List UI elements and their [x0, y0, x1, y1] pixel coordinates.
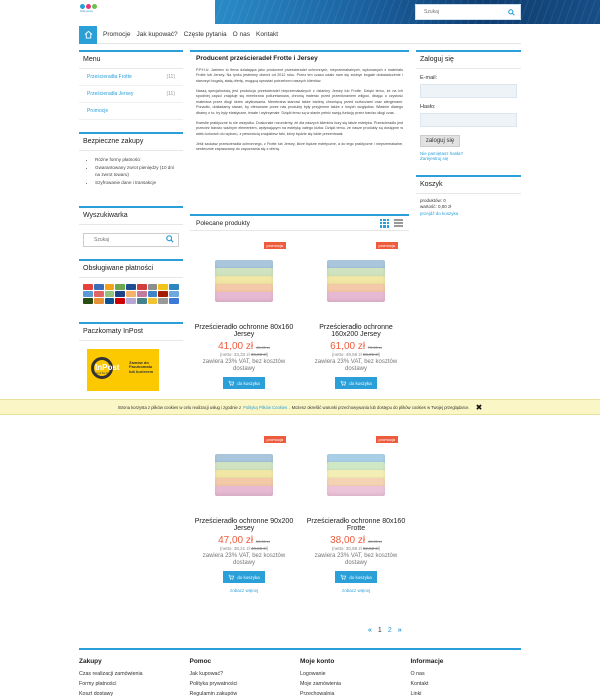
header-search-input[interactable] [416, 9, 506, 15]
login-panel [416, 50, 521, 161]
product-old-price: 50,00 zł [255, 538, 270, 544]
header-banner [215, 0, 600, 24]
footer-link[interactable]: Jak kupować? [189, 671, 224, 677]
article-paragraph: Jeśli szukasz prześcieradła ochronnego, z Frotte lub Jersey, które będzie estetyczne, a do tego praktyczne i nieprzemakalne, serdecznie zapraszamy do zapoznania się z ofertą. [196, 141, 403, 152]
footer-divider [79, 648, 521, 650]
list-item: • Gwarantowany zwrot pieniędzy (10 dni na zwrot towaru) [95, 165, 175, 179]
safe-shopping-list [79, 151, 183, 194]
payments-panel [79, 259, 183, 310]
nav-item-o-nas[interactable]: O nas [232, 31, 251, 38]
footer-link[interactable]: Moje zamówienia [300, 681, 341, 687]
product-card: promocja Prześcieradło ochronne 80x160 Frotte 38,00 zł 40,00 zł (netto: 30,89 zł 32,52 zł) zawiera 23% VAT, bez kosztów dostawy do koszyka zobacz więcej [306, 437, 406, 594]
product-netto: (netto: 30,89 zł [331, 545, 362, 551]
product-vat: zawiera 23% VAT, bez kosztów dostawy [314, 358, 398, 372]
home-icon [84, 30, 93, 39]
product-old-price: 40,00 zł [367, 538, 382, 544]
product-card: promocja Prześcieradło ochronne 160x200 Jersey 61,00 zł 70,00 zł (netto: 49,59 zł 56,91 zł) zawiera 23% VAT, bez kosztów dostawy do koszyka [306, 242, 406, 389]
search-icon[interactable] [506, 7, 516, 17]
nav-item-kontakt[interactable]: Kontakt [256, 31, 279, 38]
about-article [190, 50, 409, 161]
see-more-link[interactable]: zobacz więcej [229, 588, 258, 594]
sidebar-search-input[interactable] [94, 237, 164, 243]
footer-link[interactable]: Logowanie [300, 671, 326, 677]
search-panel-title: Wyszukiwarka [79, 208, 183, 225]
safe-shopping-panel [79, 132, 183, 194]
right-sidebar [416, 50, 521, 235]
menu-item-promocje[interactable]: Promocje [79, 103, 183, 120]
email-label: E-mail: [420, 75, 438, 81]
product-old-price: 45,00 zł [255, 344, 270, 350]
list-view-icon[interactable] [394, 219, 403, 228]
pagination [368, 627, 402, 634]
product-price: 38,00 zł [330, 534, 366, 546]
page-title: Producent prześcieradeł Frotte i Jersey [196, 55, 318, 62]
product-vat: zawiera 23% VAT, bez kosztów dostawy [202, 358, 286, 372]
product-name[interactable]: Prześcieradło ochronne 160x200 Jersey [319, 324, 393, 339]
footer-column-zakupy: Zakupy Czas realizacji zamówienia Formy płatności Koszt dostawy [79, 658, 190, 700]
login-title: Zaloguj się [416, 52, 521, 69]
add-to-cart-button[interactable]: do koszyka [335, 377, 377, 389]
article-paragraph: P.P.H.U. Jarimex to firma działająca jako producent prześcieradeł ochronnych, nieprzemakalnych, wykonanych z materiału Frotte lub Jersey. Na rynku jesteśmy obecni od 2012 roku. Przez ten czasu udało nam się zdobyć bogate doświadczenie i stworzyć bogatą, stałą ofertę, mogącą sprostać potrzebom naszych klientów. [196, 68, 403, 83]
footer-link[interactable]: Czas realizacji zamówienia [79, 671, 143, 677]
add-to-cart-button[interactable]: do koszyka [223, 377, 265, 389]
password-label: Hasło: [420, 104, 436, 110]
forgot-password-link[interactable]: Nie pamiętasz hasła? [420, 151, 464, 156]
cart-value: wartość: 0,00 zł [420, 204, 452, 210]
cart-icon [340, 574, 346, 580]
cart-panel [416, 175, 521, 221]
footer-link[interactable]: Przechowalnia [300, 691, 335, 697]
add-to-cart-button[interactable]: do koszyka [335, 571, 377, 583]
grid-view-icon[interactable] [380, 219, 389, 228]
inpost-title: Paczkomaty InPost [79, 324, 183, 341]
email-field[interactable] [420, 84, 517, 98]
prev-page-arrow[interactable]: « [368, 627, 372, 634]
footer-link[interactable]: Kontakt [410, 681, 429, 687]
current-page: 1 [377, 627, 382, 634]
cart-products-count: produktów: 0 [420, 198, 446, 203]
login-button[interactable]: zaloguj się [420, 135, 460, 147]
payments-title: Obsługiwane płatności [79, 261, 183, 278]
product-vat: zawiera 23% VAT, bez kosztów dostawy [314, 552, 398, 566]
product-price: 47,00 zł [218, 534, 254, 546]
nav-item-promocje[interactable]: Promocje [103, 31, 131, 38]
footer-column-pomoc: Pomoc Jak kupować? Polityka prywatności Regulamin zakupów [190, 658, 301, 700]
product-image[interactable] [194, 436, 294, 514]
footer-column-informacje: Informacje O nas Kontakt Linki [411, 658, 522, 700]
footer-column-moje-konto: Moje konto Logowanie Moje zamówienia Przechowalnia [300, 658, 411, 700]
product-price: 41,00 zł [218, 340, 254, 352]
next-page-arrow[interactable]: » [397, 627, 402, 634]
cart-icon [228, 574, 234, 580]
footer-link[interactable]: Koszt dostawy [79, 691, 114, 697]
product-netto: (netto: 33,33 zł [219, 351, 250, 357]
header [0, 0, 600, 24]
nav-item-czeste-pytania[interactable]: Częste pytania [183, 31, 227, 38]
menu-panel [79, 50, 183, 120]
nav-item-jak-kupowac[interactable]: Jak kupować? [136, 31, 178, 38]
product-price: 61,00 zł [330, 340, 366, 352]
article-paragraph: Naszą specjalnością jest produkcja prześcieradeł nieprzemakalnych z dzianiny Jersey lub Frotte. Dzięki temu, że na ich spodniej części znajduje się membrana poliuretanowa, chronią materac przed przeniknaniem wilgoci, dbając o czystość materaca przez długi okres użytkowania. Membrana stanowi także barierę chroniącą przed roztoczami oraz alergenami. Ponadto, dokładamy starań, by oferowane przez nas produkty były przyjemne także z innych względów. Właśnie dlatego dbamy o to, by były elastyczne, trwałe i wytrzymałe. Dzięki temu są w stanie pełnić swoją funkcję przez bardzo długi czas. [196, 89, 403, 115]
menu-title: Menu [79, 52, 183, 69]
recommended-header [190, 214, 409, 231]
menu-item-jersey[interactable]: Prześcieradła Jersey (11) [79, 86, 183, 103]
list-item: • Różne formy płatności [95, 157, 175, 164]
product-image[interactable] [306, 436, 406, 514]
page-link[interactable]: 2 [387, 627, 392, 634]
article-paragraph: Kwestie praktyczne to nie wszystko. Doskonale rozumiemy, że dla naszych klientów liczy się także estetyka. Prześcieradło jest przecież bardzo ważnym elementem, wpływającym na estetykę całego łóżka. Dzięki temu, że nasze produkty są dostępne w wielu kolorach do wyboru, z pewnością znajdziesz taki, który będzie się tobie prezentował. [196, 120, 403, 136]
product-old-price: 70,00 zł [367, 344, 382, 350]
promo-badge: promocja [264, 242, 286, 249]
footer-link[interactable]: Formy płatności [79, 681, 117, 687]
footer-link[interactable]: Polityka prywatności [189, 681, 238, 687]
cart-icon [340, 380, 346, 386]
product-netto: (netto: 49,59 zł [331, 351, 362, 357]
product-name[interactable]: Prześcieradło ochronne 80x160 Frotte [306, 518, 406, 533]
search-panel [79, 206, 183, 247]
inpost-banner[interactable]: InPost out of the box Zamów do Paczkomatu lub kurierem [87, 349, 159, 391]
register-link[interactable]: Zarejestruj się [420, 156, 449, 161]
product-image[interactable] [306, 242, 406, 320]
see-more-link[interactable]: zobacz więcej [341, 588, 370, 594]
password-field[interactable] [420, 113, 517, 127]
menu-item-frotte[interactable]: Prześcieradła Frotte (11) [79, 69, 183, 86]
promo-badge: promocja [376, 436, 398, 443]
product-vat: zawiera 23% VAT, bez kosztów dostawy [202, 552, 286, 566]
recommended-title: Polecane produkty [196, 219, 250, 227]
footer-link[interactable]: Linki [410, 691, 422, 697]
inpost-panel [79, 322, 183, 391]
home-button[interactable] [79, 26, 97, 44]
product-netto: (netto: 38,21 zł [219, 545, 250, 551]
product-name[interactable]: Prześcieradło ochronne 80x160 Jersey [194, 324, 294, 339]
list-item: • Szyfrowanie dane i transakcje [95, 180, 175, 187]
safe-shopping-title: Bezpieczne zakupy [79, 134, 183, 151]
logo[interactable] [80, 4, 100, 18]
product-name[interactable]: Prześcieradło ochronne 90x200 Jersey [194, 518, 294, 533]
logo-tag: frotte jersey [80, 10, 94, 13]
product-card: promocja Prześcieradło ochronne 90x200 Jersey 47,00 zł 50,00 zł (netto: 38,21 zł 40,65 zł) zawiera 23% VAT, bez kosztów dostawy do koszyka zobacz więcej [194, 437, 294, 594]
cart-title: Koszyk [416, 177, 521, 194]
cart-icon [228, 380, 234, 386]
footer-link[interactable]: O nas [410, 671, 425, 677]
left-sidebar [79, 50, 183, 403]
product-image[interactable] [194, 242, 294, 320]
sidebar-search [83, 233, 179, 247]
promo-badge: promocja [376, 242, 398, 249]
payment-logos [79, 278, 183, 310]
footer [79, 658, 521, 700]
cookie-policy-link[interactable]: Polityką Plików Cookies [243, 404, 288, 410]
go-to-cart-link[interactable]: przejdź do koszyka [420, 210, 459, 216]
add-to-cart-button[interactable]: do koszyka [223, 571, 265, 583]
main-nav [79, 26, 521, 44]
header-search [415, 4, 521, 20]
promo-badge: promocja [264, 436, 286, 443]
product-card: promocja Prześcieradło ochronne 80x160 Jersey 41,00 zł 45,00 zł (netto: 33,33 zł 36,59 zł) zawiera 23% VAT, bez kosztów dostawy do koszyka [194, 242, 294, 389]
cookie-bar: Strona korzysta z plików cookies w celu realizacji usług i zgodnie z Polityką Plików Cookies . Możesz określić warunki przechowywania lub dostępu do plików cookies w Twojej przeglądarce. ✖ [0, 399, 600, 415]
search-icon[interactable] [166, 235, 174, 245]
close-icon[interactable]: ✖ [475, 402, 483, 412]
footer-link[interactable]: Regulamin zakupów [189, 691, 238, 697]
